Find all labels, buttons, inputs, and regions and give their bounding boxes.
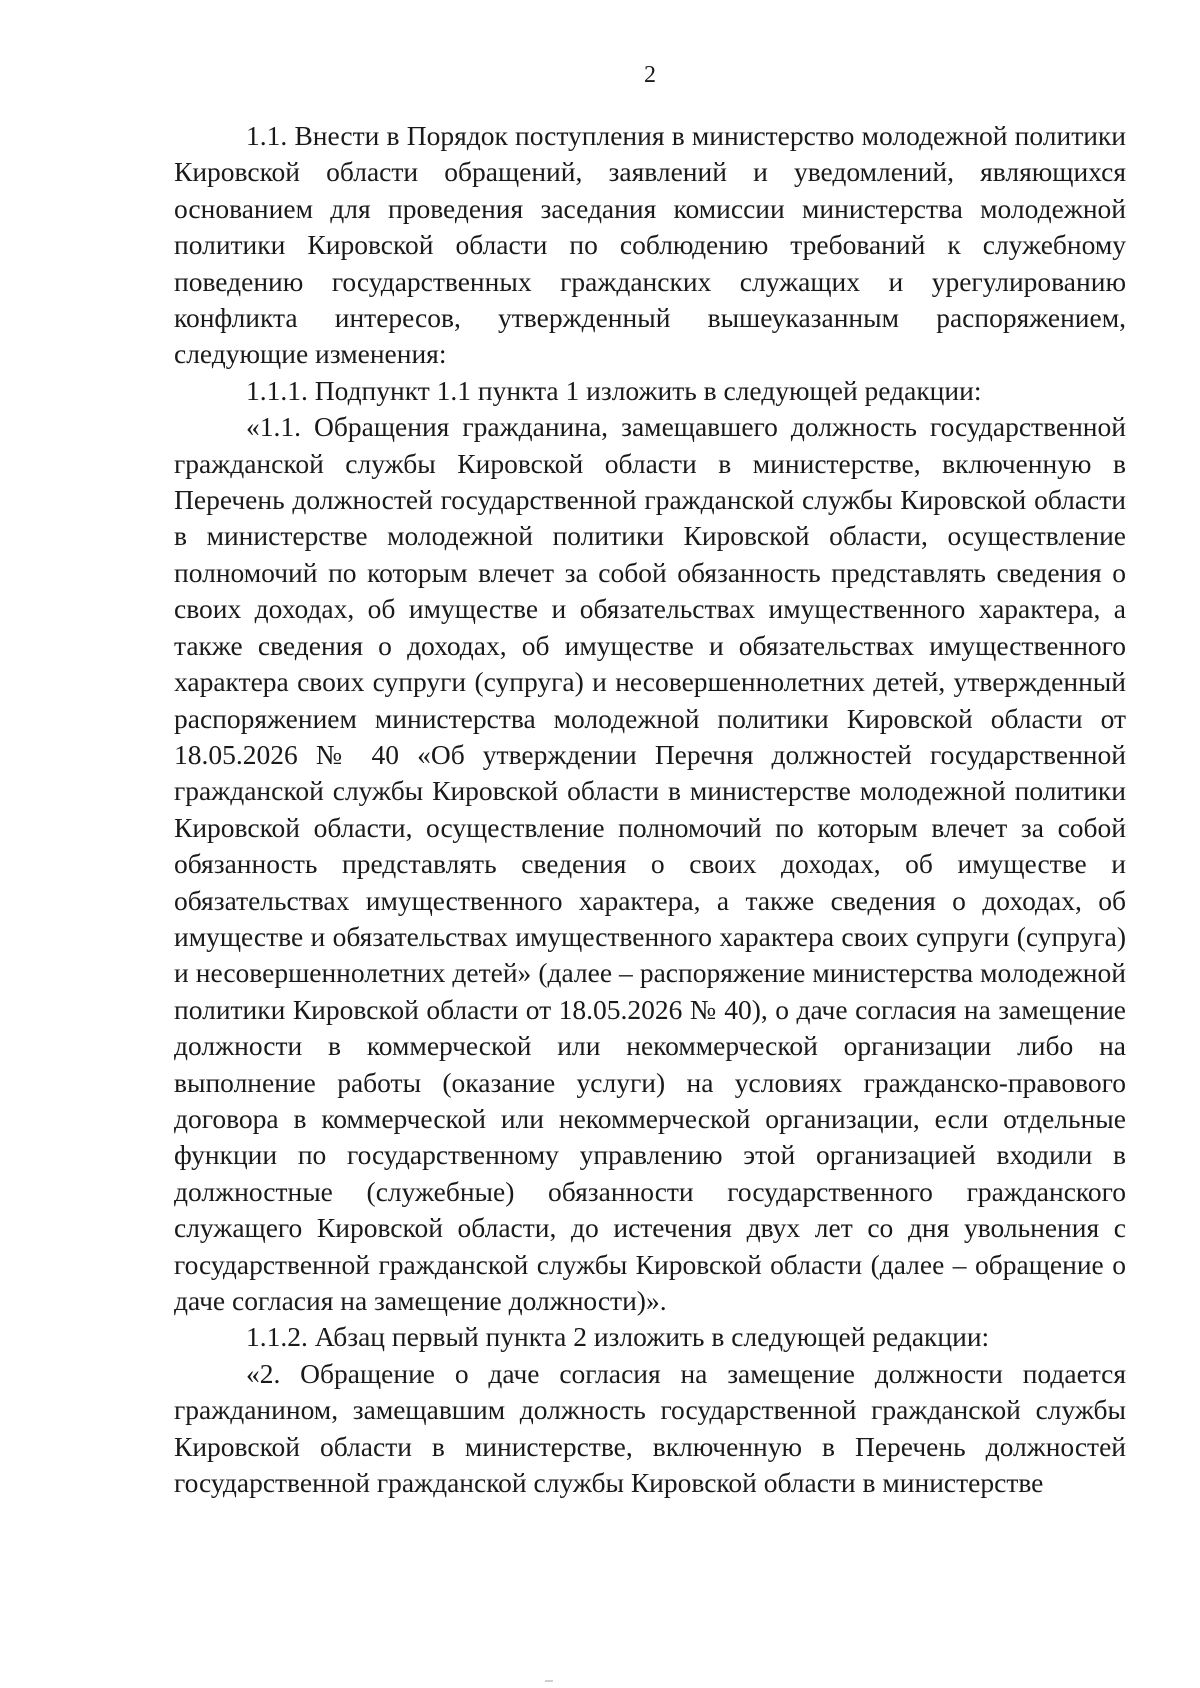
paragraph-subitem-1-1-1: 1.1.1. Подпункт 1.1 пункта 1 изложить в следующей редакции:: [246, 374, 982, 406]
paragraph-subitem-1-1-2: 1.1.2. Абзац первый пункта 2 изложить в следующей редакции:: [246, 1321, 990, 1353]
page-number: 2: [644, 62, 656, 88]
paragraph-amendment-intro: 1.1. Внести в Порядок поступления в министерство молодежной политики Кировской области обращений, заявлений и уведомлений, являющихся основанием для проведения заседания комиссии министерства молодежной политики Кировской области по соблюдению требований к служебному поведению государственных гражданских служащих и урегулированию конфликта интересов, утвержденный вышеуказанным распоряжением, следующие изменения:: [174, 120, 1126, 370]
paragraph-new-wording-1-1: «1.1. Обращения гражданина, замещавшего должность государственной гражданской службы Кировской области в министерстве, включенную в Перечень должностей государственной гражданской службы Кировской области в министерстве молодежной политики Кировской области, осуществление полномочий по которым влечет за собой обязанность представлять сведения о своих доходах, об имуществе и обязательствах имущественного характера, а также сведения о доходах, об имуществе и обязательствах имущественного характера своих супруги (супруга) и несовершеннолетних детей, утвержденный распоряжением министерства молодежной политики Кировской области от 18.05.2026 № 40 «Об утверждении Перечня должностей государственной гражданской службы Кировской области в министерстве молодежной политики Кировской области, осуществление полномочий по которым влечет за собой обязанность представлять сведения о своих доходах, об имуществе и обязательствах имущественного характера, а также сведения о доходах, об имуществе и обязательствах имущественного характера своих супруги (супруга) и несовершеннолетних детей» (далее – распоряжение министерства молодежной политики Кировской области от 18.05.2026 № 40), о даче согласия на замещение должности в коммерческой или некоммерческой организации либо на выполнение работы (оказание услуги) на условиях гражданско-правового договора в коммерческой или некоммерческой организации, если отдельные функции по государственному управлению этой организацией входили в должностные (служебные) обязанности государственного гражданского служащего Кировской области, до истечения двух лет со дня увольнения с государственной гражданской службы Кировской области (далее – обращение о даче согласия на замещение должности)».: [174, 411, 1126, 1316]
paragraph-new-wording-2: «2. Обращение о даче согласия на замещение должности подается гражданином, замещавшим должность государственной гражданской службы Кировской области в министерстве, включенную в Перечень должностей государственной гражданской службы Кировской области в министерстве: [174, 1357, 1126, 1499]
scan-artifact-mark: [545, 1680, 553, 1682]
document-body: [174, 118, 1126, 1501]
